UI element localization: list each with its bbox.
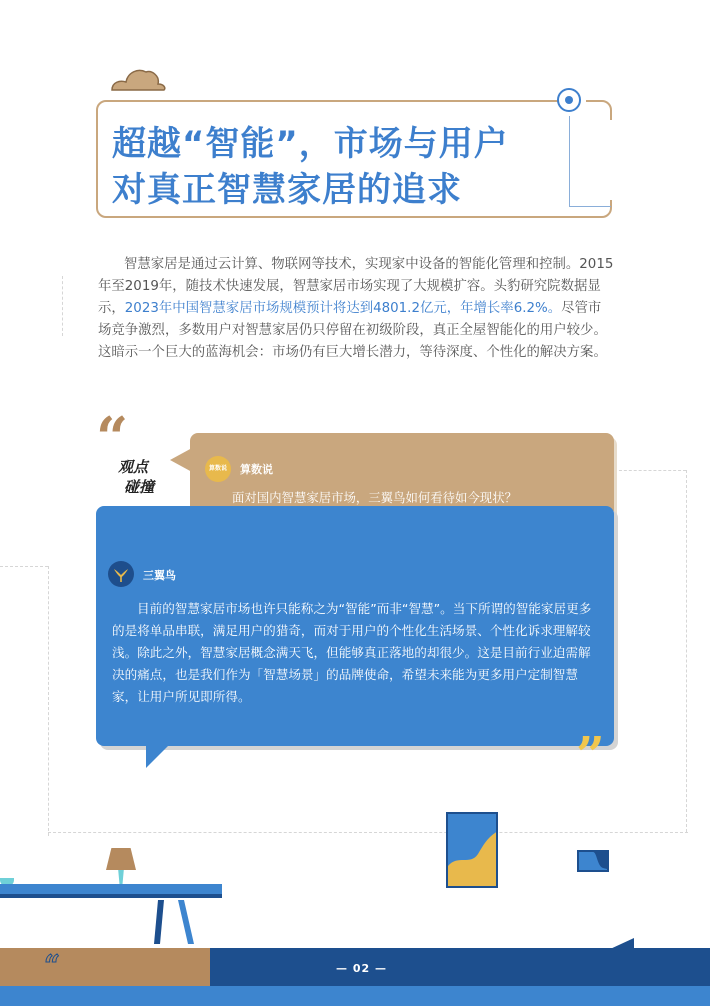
title-accent-line bbox=[569, 116, 570, 206]
guide-line bbox=[48, 832, 688, 833]
intro-text-1: 智慧家居是通过云计算、物联网等技术，实现家中设备的智能化管理和控制。2015年至2019年，随技术快速发展，智慧家居市场实现了大规模扩容。头豹研究院数据显示， bbox=[98, 257, 614, 316]
intro-paragraph bbox=[98, 254, 614, 364]
footer-quote-icon: “ bbox=[44, 949, 61, 982]
table bbox=[0, 884, 222, 898]
footer-strip bbox=[0, 986, 710, 1006]
interviewer-name: 算数说 bbox=[240, 463, 273, 476]
guide-line bbox=[62, 276, 63, 336]
footer-right-band bbox=[210, 948, 710, 986]
question-bubble-tail bbox=[170, 448, 192, 472]
cloud-icon bbox=[108, 62, 168, 92]
answer-text: 目前的智慧家居市场也许只能称之为“智能”而非“智慧”。当下所谓的智能家居更多的是将单品串联，满足用户的猎奇，而对于用户的个性化生活场景、个性化诉求理解较浅。除此之外，智慧家居概念满天飞，但能够真正落地的却很少。这是目前行业迫需解决的痛点，也是我们作为「智慧场景」的品牌使命，希望未来能为更多用户定制智慧家，让用户所见即所得。 bbox=[112, 601, 592, 704]
page-title-line-1: 超越“智能”，市场与用户 bbox=[112, 124, 509, 164]
wall-picture bbox=[446, 812, 498, 888]
guide-line bbox=[686, 470, 687, 832]
intro-text-2: 尽管市场竞争激烈，多数用户对智慧家居仍只停留在初级阶段，真正全屋智能化的用户较少。这暗示一个巨大的蓝海机会：市场仍有巨大增长潜力，等待深度、个性化的解决方案。 bbox=[98, 301, 607, 360]
interviewer-badge: 算数说 bbox=[205, 456, 231, 482]
target-dot-icon bbox=[557, 88, 581, 112]
section-label-line-2: 碰撞 bbox=[124, 478, 155, 496]
intro-highlight: 2023年中国智慧家居市场规模预计将达到4801.2亿元，年增长率6.2%。 bbox=[124, 301, 562, 316]
wall-picture-small bbox=[577, 850, 609, 872]
respondent-name: 三翼鸟 bbox=[143, 569, 176, 582]
footer-left-band bbox=[0, 948, 210, 986]
quote-open-mark: “ bbox=[96, 405, 129, 471]
question-text: 面对国内智慧家居市场，三翼鸟如何看待如今现状？ bbox=[232, 490, 517, 505]
table-legs bbox=[150, 900, 200, 950]
quote-close-mark: ” bbox=[576, 725, 605, 784]
title-accent-line-horizontal bbox=[569, 206, 611, 207]
guide-line bbox=[48, 566, 49, 836]
answer-bubble-tail bbox=[146, 744, 170, 768]
guide-line bbox=[0, 566, 48, 567]
page-title-line-2: 对真正智慧家居的追求 bbox=[112, 170, 462, 210]
page-number: — 02 — bbox=[336, 962, 387, 975]
section-label-line-1: 观点 bbox=[118, 458, 149, 476]
guide-line bbox=[614, 470, 686, 471]
bird-logo-icon bbox=[108, 561, 134, 587]
lamp-icon bbox=[106, 848, 136, 870]
